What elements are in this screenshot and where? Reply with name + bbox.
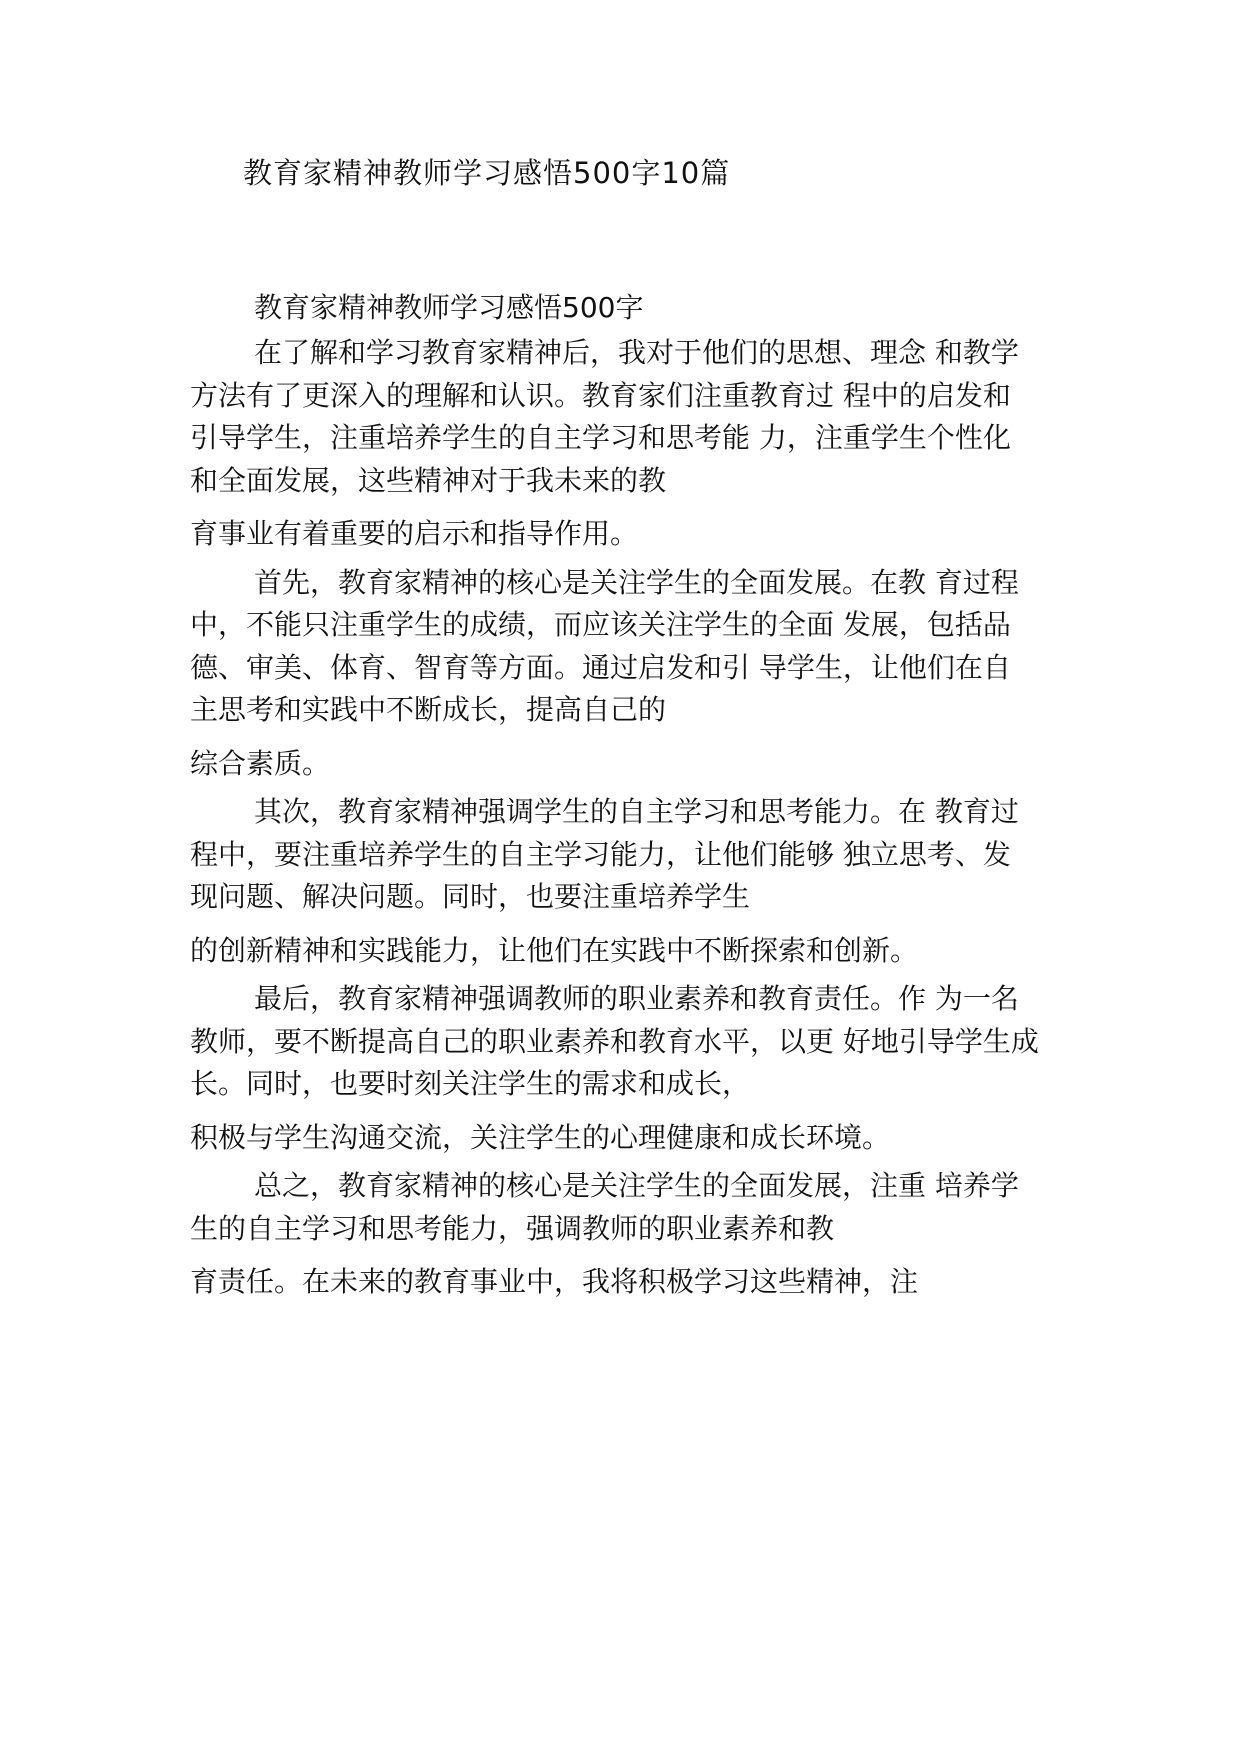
section-heading: 教育家精神教师学习感悟500字: [254, 291, 644, 324]
paragraph-line: 积极与学生沟通交流，关注学生的心理健康和成长环境。: [190, 1121, 891, 1154]
paragraph-line: 总之，教育家精神的核心是关注学生的全面发展，注重 培养学: [254, 1169, 1019, 1202]
paragraph-line: 生的自主学习和思考能力，强调教师的职业素养和教: [190, 1212, 835, 1245]
paragraph-line: 德、审美、体育、智育等方面。通过启发和引 导学生，让他们在自: [190, 651, 1011, 684]
paragraph-line: 现问题、解决问题。同时，也要注重培养学生: [190, 880, 751, 913]
paragraph-line: 方法有了更深入的理解和认识。教育家们注重教育过 程中的启发和: [190, 379, 1011, 412]
paragraph-line: 教师，要不断提高自己的职业素养和教育水平，以更 好地引导学生成: [190, 1025, 1039, 1058]
paragraph-line: 中，不能只注重学生的成绩，而应该关注学生的全面 发展，包括品: [190, 608, 1011, 641]
paragraph-line: 首先，教育家精神的核心是关注学生的全面发展。在教 育过程: [254, 566, 1019, 599]
paragraph-line: 其次，教育家精神强调学生的自主学习和思考能力。在 教育过: [254, 795, 1019, 828]
paragraph-line: 在了解和学习教育家精神后，我对于他们的思想、理念 和教学: [254, 336, 1019, 369]
paragraph-line: 最后，教育家精神强调教师的职业素养和教育责任。作 为一名: [254, 982, 1019, 1015]
paragraph-line: 和全面发展，这些精神对于我未来的教: [190, 464, 667, 497]
paragraph-line: 综合素质。: [190, 747, 331, 780]
paragraph-line: 引导学生，注重培养学生的自主学习和思考能 力，注重学生个性化: [190, 421, 1011, 454]
paragraph-line: 育事业有着重要的启示和指导作用。: [190, 517, 639, 550]
paragraph-line: 程中，要注重培养学生的自主学习能力，让他们能够 独立思考、发: [190, 838, 1011, 871]
paragraph-line: 长。同时，也要时刻关注学生的需求和成长，: [190, 1067, 751, 1100]
paragraph-line: 育责任。在未来的教育事业中，我将积极学习这些精神，注: [190, 1265, 919, 1298]
paragraph-line: 主思考和实践中不断成长，提高自己的: [190, 693, 667, 726]
paragraph-line: 的创新精神和实践能力，让他们在实践中不断探索和创新。: [190, 934, 919, 967]
document-title: 教育家精神教师学习感悟500字10篇: [243, 156, 731, 190]
